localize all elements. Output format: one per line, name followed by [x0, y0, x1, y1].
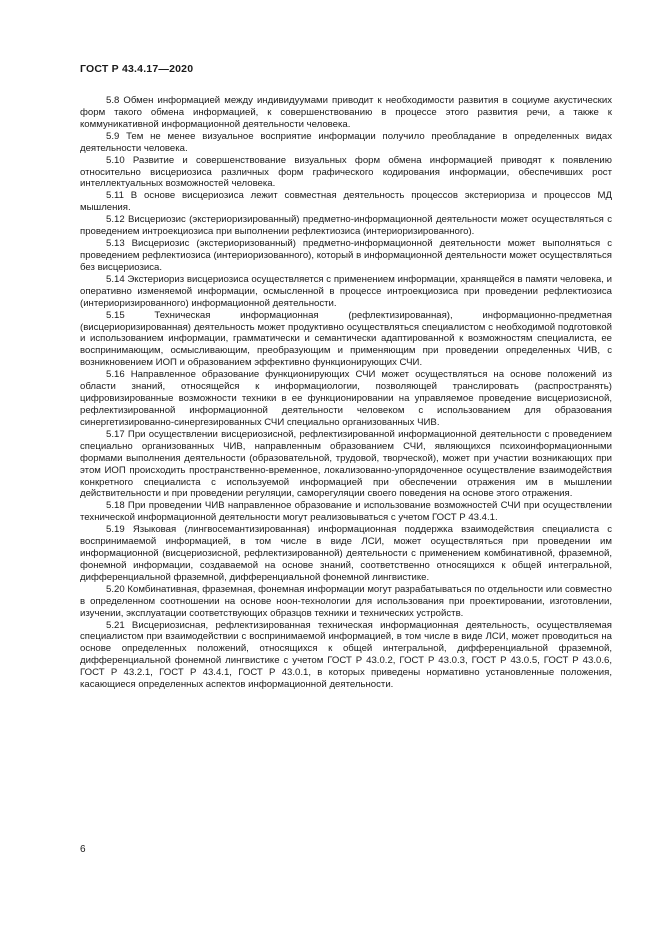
- paragraph-5-19: 5.19 Языковая (лингвосемантизированная) информационная поддержка взаимодействия специалиста с воспринимаемой информацией, в том числе в виде ЛСИ, может осуществляться при проведении им информационной (висцериозисной, рефлектизированной) деятельности с применением комбинативной, фраземной, фонемной информации, создаваемой на основе знаний, соответственно относящихся к общей интегральной, дифференциальной фраземной, дифференциальной фонемной лингвистике.: [80, 524, 612, 583]
- page-number: 6: [80, 844, 86, 855]
- paragraph-5-14: 5.14 Экстериориз висцериозиса осуществляется с применением информации, хранящейся в памяти человека, и оперативно изменяемой информации, осмысленной в процессе интроекциозиса при проведении рефлектиозиса (интериоризированного) информационной деятельности.: [80, 273, 612, 309]
- paragraph-5-16: 5.16 Направленное образование функционирующих СЧИ может осуществляться на основе положений из области знаний, относящейся к информациологии, позволяющей транслировать (распространять) цифровизированные возможности техники в ее функционировании на управляемое проведение висцериозисной, рефлектизированной информационной деятельности человеком с использованием для образования синергетизированно-синергезированных СЧИ специально организованных ЧИВ.: [80, 369, 612, 428]
- paragraph-5-8: 5.8 Обмен информацией между индивидуумами приводит к необходимости развития в социуме акустических форм такого обмена информацией, к совершенствованию в процессе этого развития речи, а также к коммуникативной информационной деятельности человека.: [80, 95, 612, 130]
- paragraph-5-21: 5.21 Висцериозисная, рефлектизированная техническая информационная деятельность, осуществляемая специалистом при взаимодействии с воспринимаемой информацией, в том числе в виде ЛСИ, может проводиться на основе определенных положений, относящихся к общей интегральной, дифференциальной фраземной, дифференциальной фонемной лингвистике с учетом ГОСТ Р 43.0.2, ГОСТ Р 43.0.3, ГОСТ Р 43.0.5, ГОСТ Р 43.0.6, ГОСТ Р 43.2.1, ГОСТ Р 43.4.1, ГОСТ Р 43.0.1, в которых приведены нормативно установленные положения, касающиеся определенных аспектов информационной деятельности.: [80, 619, 612, 691]
- paragraph-5-13: 5.13 Висцериозис (экстериоризованный) предметно-информационной деятельности может выполняться с проведением рефлектиозиса (интериоризованного), который в информационной деятельности может осуществляться без висцериозиса.: [80, 238, 612, 273]
- paragraph-5-9: 5.9 Тем не менее визуальное восприятие информации получило преобладание в определенных видах деятельности человека.: [80, 130, 612, 154]
- paragraph-5-12: 5.12 Висцериозис (экстериоризированный) предметно-информационной деятельности может осуществляться с проведением интроекциозиса при выполнении рефлектиозиса (интериоризированного).: [80, 214, 612, 238]
- paragraph-5-17: 5.17 При осуществлении висцериозисной, рефлектизированной информационной деятельности с проведением специально организованных ЧИВ, направленным образованием СЧИ, являющихся психоинформационными формами выполнения деятельности (образовательной, трудовой, творческой), может при участии возникающих при этом ИОП происходить пространственно-временное, локализованно-упорядоченное осуществление взаимодействия конкретного специалиста с используемой информацией при обеспечении отражения им в мышлении действительности и при проведении регуляции, саморегуляции своего поведения на основе этого отражения.: [80, 428, 612, 500]
- paragraph-5-18: 5.18 При проведении ЧИВ направленное образование и использование возможностей СЧИ при осуществлении технической информационной деятельности могут реализовываться с учетом ГОСТ Р 43.4.1.: [80, 500, 612, 524]
- paragraph-5-10: 5.10 Развитие и совершенствование визуальных форм обмена информацией приводят к появлению относительно висцериозиса различных форм графического кодирования информации, обеспечивших рост интеллектуальных возможностей человека.: [80, 154, 612, 190]
- paragraph-5-20: 5.20 Комбинативная, фраземная, фонемная информации могут разрабатываться по отдельности или совместно в определенном соотношении на основе ноон-технологии для использования при проектировании, изготовлении, изучении, эксплуатации соответствующих образцов техники и технических устройств.: [80, 583, 612, 619]
- paragraph-5-11: 5.11 В основе висцериозиса лежит совместная деятельность процессов экстериориза и процессов МД мышления.: [80, 190, 612, 214]
- document-code-header: ГОСТ Р 43.4.17—2020: [80, 63, 194, 75]
- document-body: [80, 95, 612, 691]
- paragraph-5-15: 5.15 Техническая информационная (рефлектизированная), информационно-предметная (висцериоризированная) деятельность может продуктивно осуществляться специалистом с необходимой подготовкой и использованием информации, грамматически и семантически адаптированной к возможностям специалиста, ее воспринимающим, осмысливающим, преобразующим и применяющим при проведении определенных ЧИВ, с возникновением ИОП и образованием эффективно функционирующих СЧИ.: [80, 309, 612, 369]
